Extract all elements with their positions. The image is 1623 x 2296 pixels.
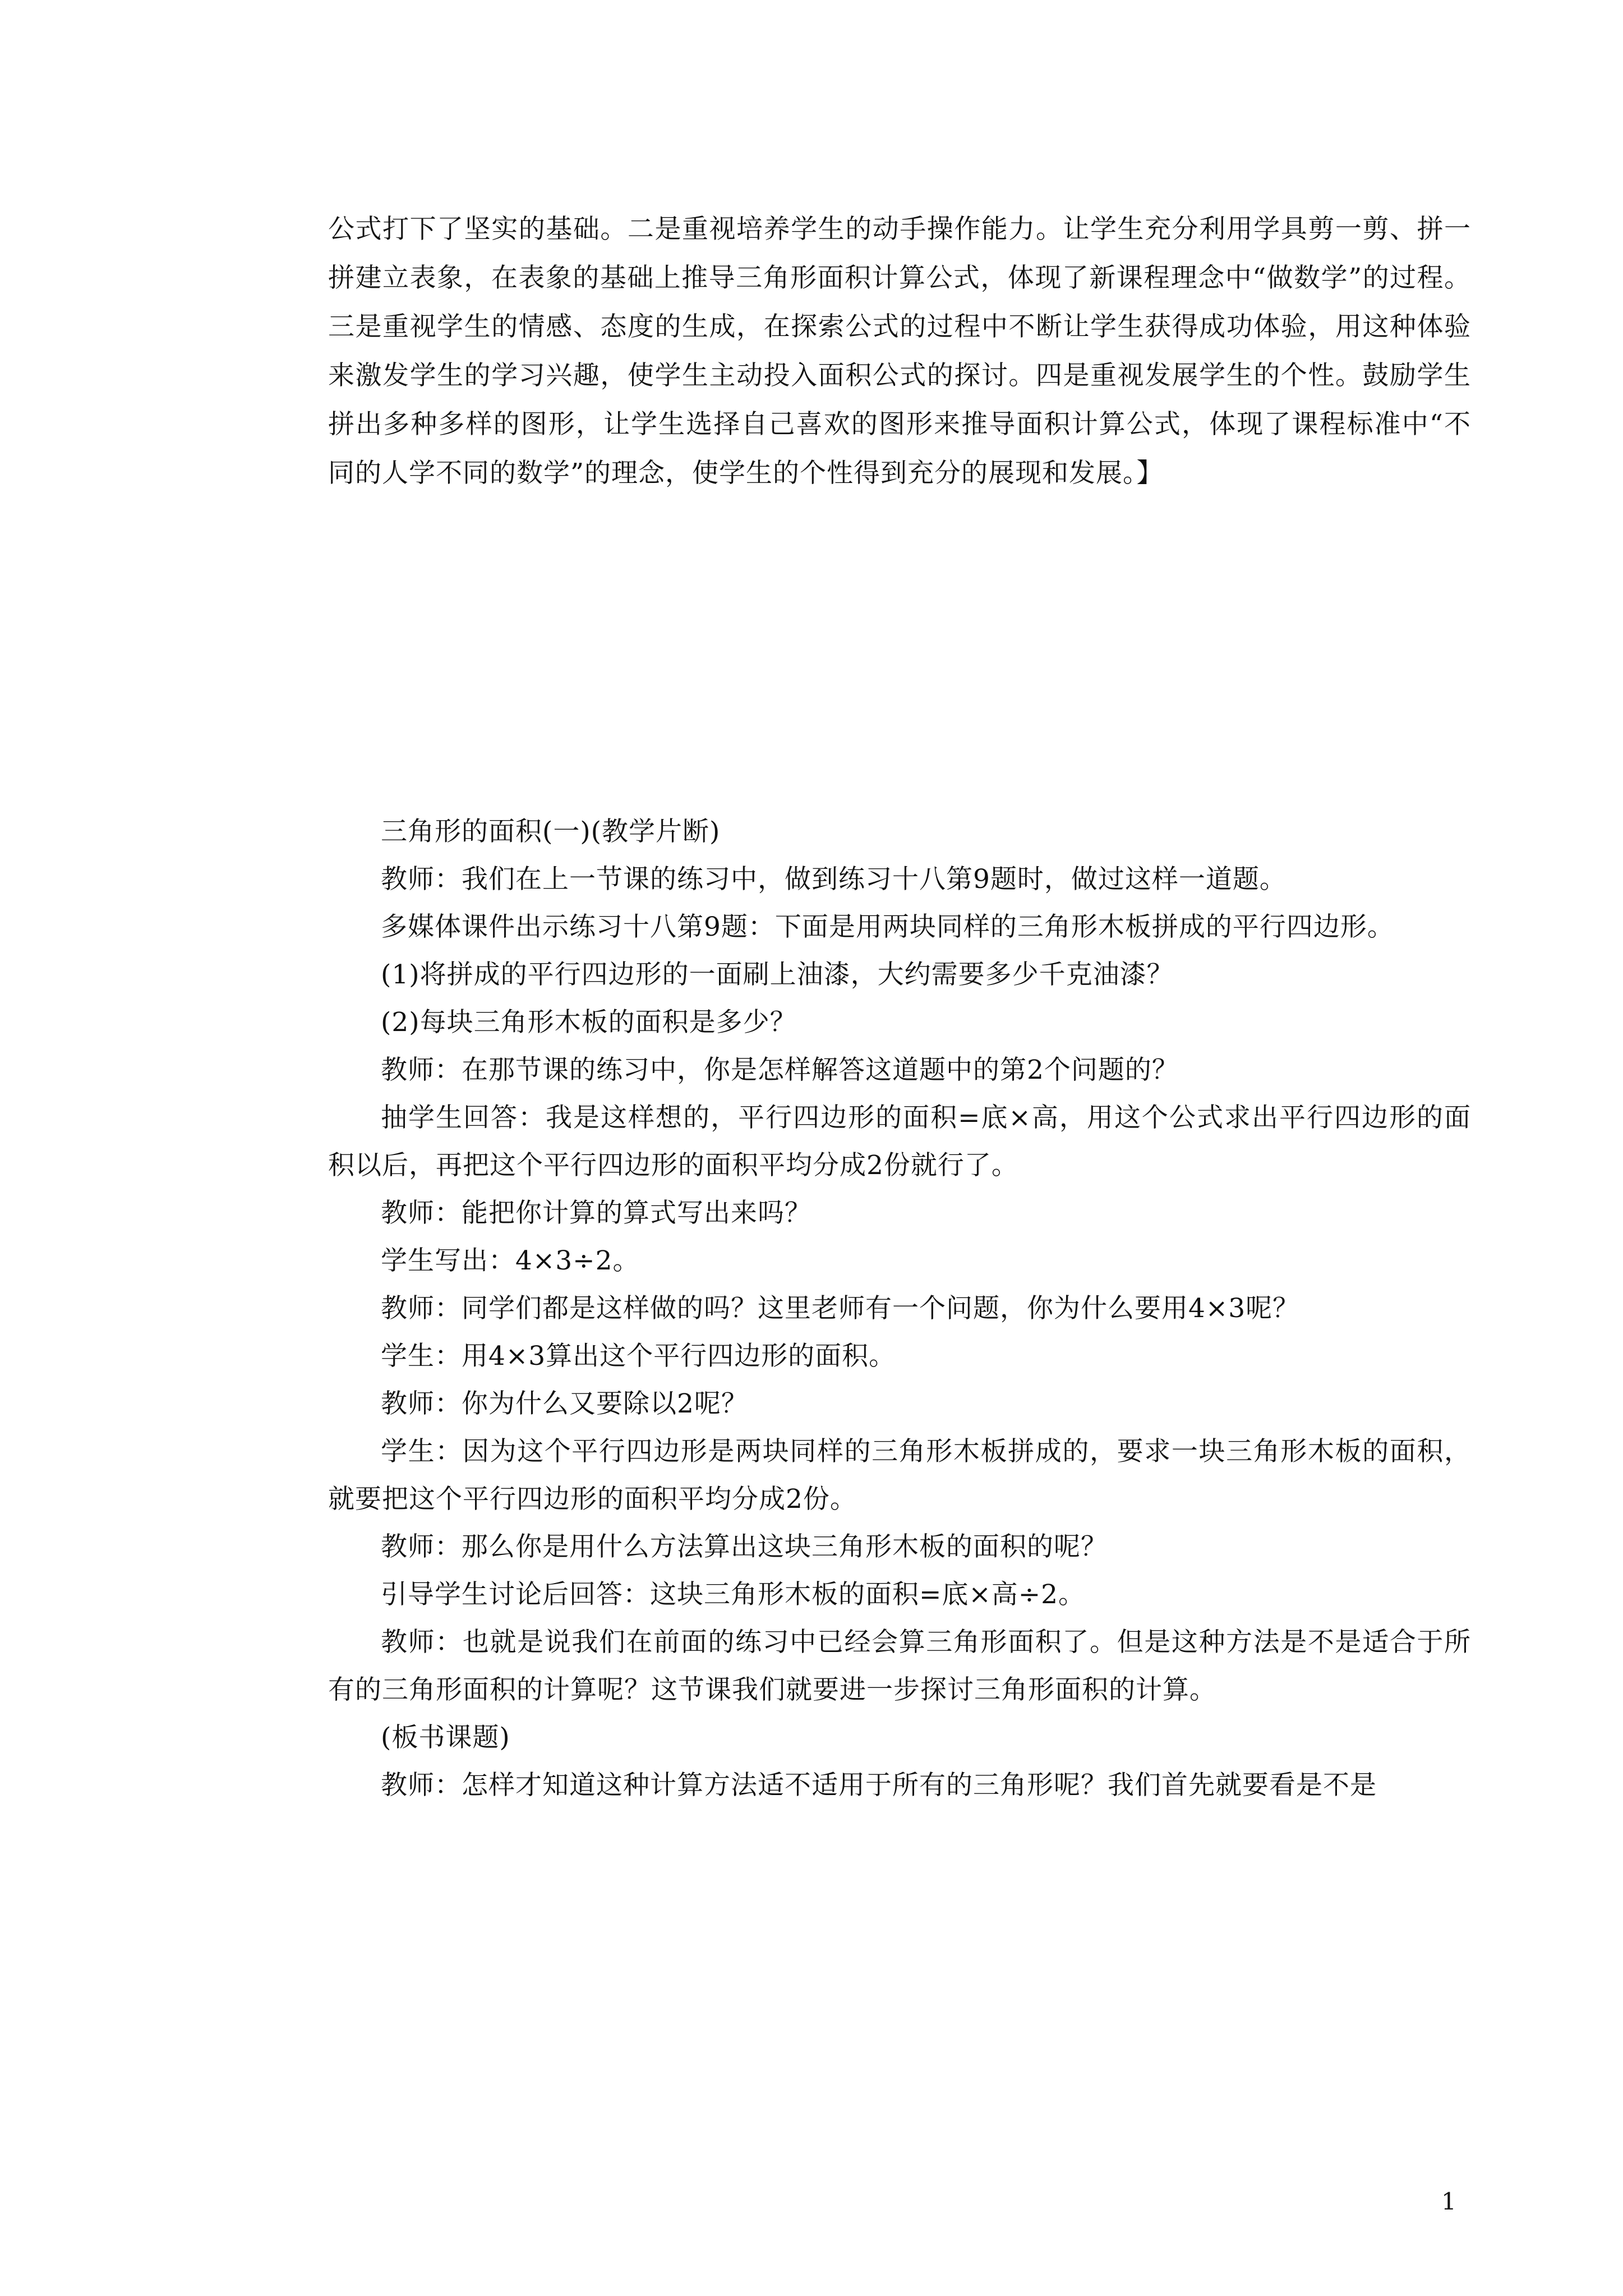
paragraph: 教师：在那节课的练习中，你是怎样解答这道题中的第2个问题的？ bbox=[381, 1055, 1179, 1085]
text-block-teaching-excerpt bbox=[328, 808, 1471, 1809]
section-heading: 三角形的面积(一)(教学片断) bbox=[381, 816, 721, 847]
paragraph: 教师：那么你是用什么方法算出这块三角形木板的面积的呢？ bbox=[381, 1531, 1108, 1562]
paragraph: 抽学生回答：我是这样想的，平行四边形的面积=底×高，用这个公式求出平行四边形的面积以后，再把这个平行四边形的面积平均分成2份就行了。 bbox=[328, 1102, 1471, 1181]
paragraph: 教师：你为什么又要除以2呢？ bbox=[381, 1388, 748, 1419]
paragraph: 学生：用4×3算出这个平行四边形的面积。 bbox=[381, 1341, 896, 1372]
paragraph: 教师：我们在上一节课的练习中，做到练习十八第9题时，做过这样一道题。 bbox=[381, 864, 1287, 895]
paragraph: (1)将拼成的平行四边形的一面刷上油漆，大约需要多少千克油漆？ bbox=[381, 959, 1174, 990]
paragraph: 学生写出：4×3÷2。 bbox=[381, 1245, 640, 1276]
paragraph: 学生：因为这个平行四边形是两块同样的三角形木板拼成的，要求一块三角形木板的面积，就要把这个平行四边形的面积平均分成2份。 bbox=[328, 1436, 1471, 1515]
page-number: 1 bbox=[1441, 2188, 1456, 2215]
paragraph: 引导学生讨论后回答：这块三角形木板的面积=底×高÷2。 bbox=[381, 1579, 1086, 1610]
paragraph: 多媒体课件出示练习十八第9题：下面是用两块同样的三角形木板拼成的平行四边形。 bbox=[381, 912, 1394, 942]
paragraph: (2)每块三角形木板的面积是多少？ bbox=[381, 1007, 797, 1038]
paragraph: 公式打下了坚实的基础。二是重视培养学生的动手操作能力。让学生充分利用学具剪一剪、拼一拼建立表象，在表象的基础上推导三角形面积计算公式，体现了新课程理念中“做数学”的过程。三是重视学生的情感、态度的生成，在探索公式的过程中不断让学生获得成功体验，用这种体验来激发学生的学习兴趣，使学生主动投入面积公式的探讨。四是重视发展学生的个性。鼓励学生拼出多种多样的图形，让学生选择自己喜欢的图形来推导面积计算公式，体现了课程标准中“不同的人学不同的数学”的理念，使学生的个性得到充分的展现和发展。】 bbox=[328, 214, 1471, 489]
paragraph: 教师：也就是说我们在前面的练习中已经会算三角形面积了。但是这种方法是不是适合于所有的三角形面积的计算呢？这节课我们就要进一步探讨三角形面积的计算。 bbox=[328, 1627, 1471, 1705]
text-block-commentary bbox=[328, 205, 1471, 498]
paragraph: 教师：同学们都是这样做的吗？这里老师有一个问题，你为什么要用4×3呢？ bbox=[381, 1293, 1300, 1324]
paragraph: 教师：怎样才知道这种计算方法适不适用于所有的三角形呢？我们首先就要看是不是 bbox=[381, 1770, 1377, 1801]
paragraph: (板书课题) bbox=[381, 1722, 510, 1753]
paragraph: 教师：能把你计算的算式写出来吗？ bbox=[381, 1198, 811, 1228]
